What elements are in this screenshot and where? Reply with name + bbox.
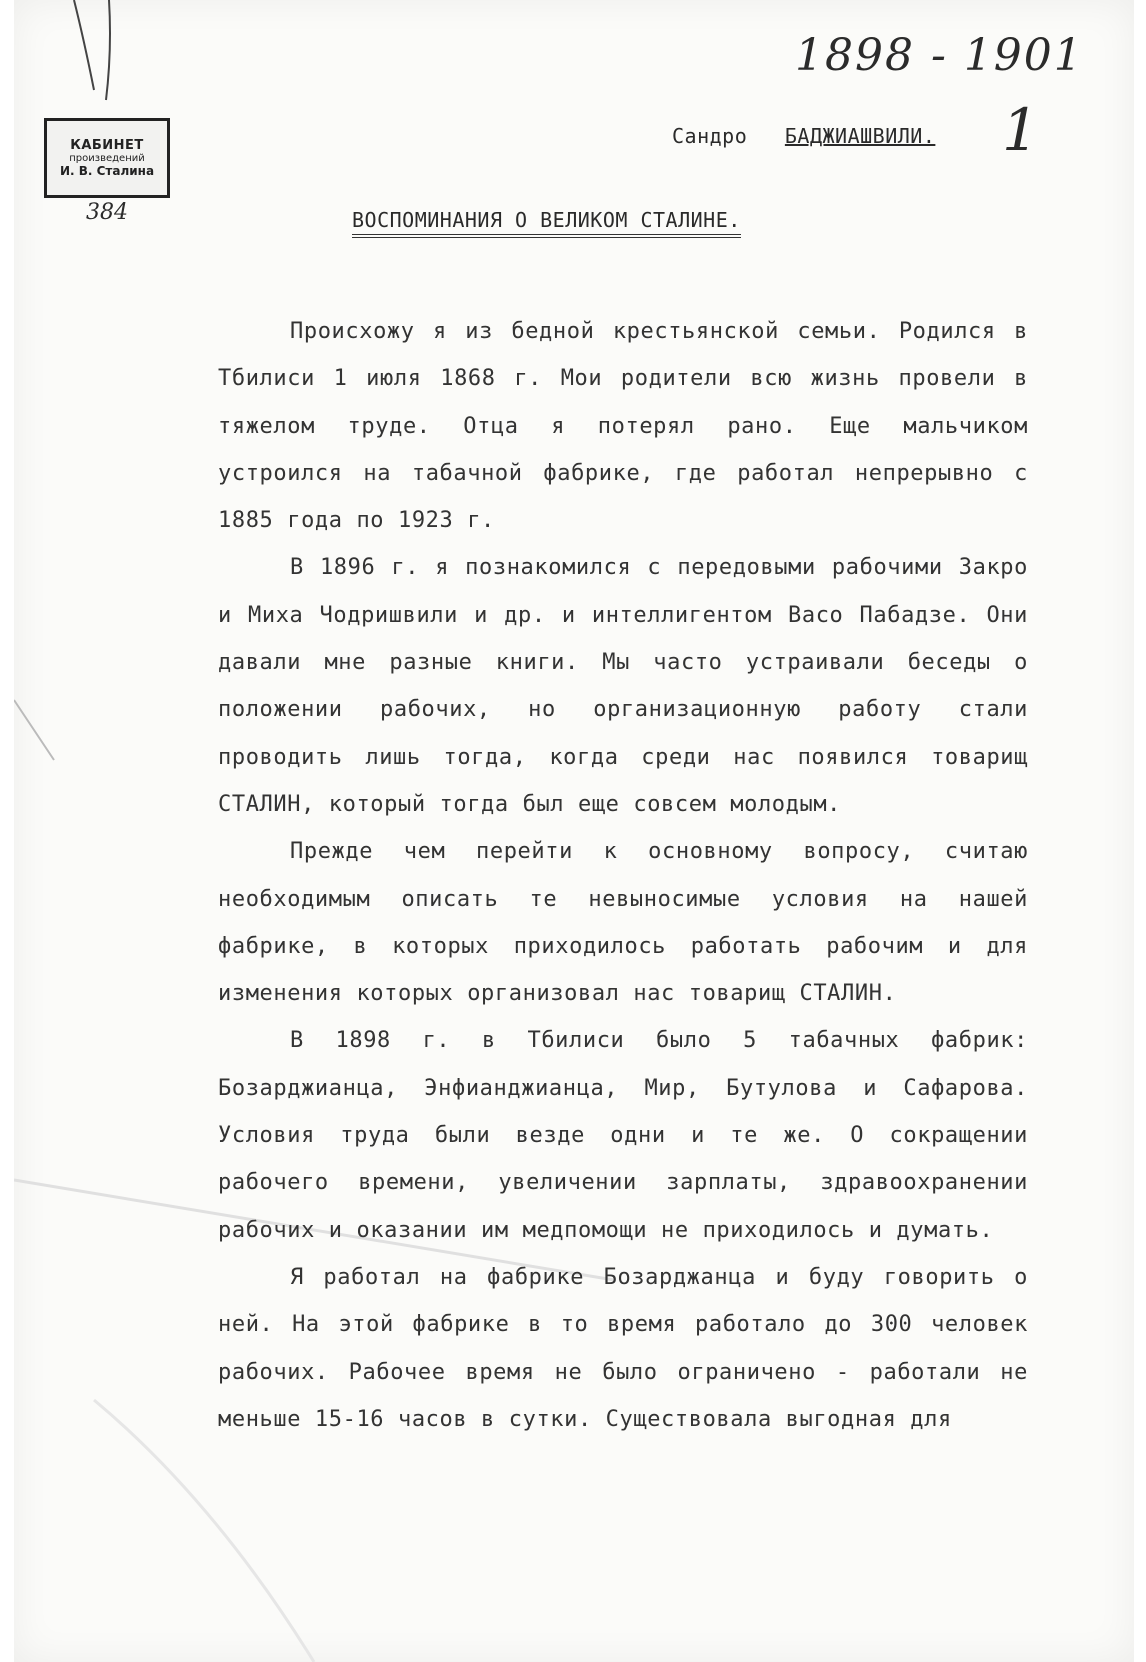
author-surname: БАДЖИАШВИЛИ. [784, 124, 936, 148]
document-title: ВОСПОМИНАНИЯ О ВЕЛИКОМ СТАЛИНЕ. [352, 208, 741, 238]
body-text [218, 308, 1028, 1443]
stamp-line-3: И. В. Сталина [59, 164, 155, 178]
paragraph: Прежде чем перейти к основному вопросу, считаю необходимым описать те невыносимые условия на нашей фабрике, в которых приходилось работать рабочим и для изменения которых организовал нас товарищ СТАЛИН. [218, 839, 1028, 1007]
paragraph: В 1896 г. я познакомился с передовыми рабочими Закро и Миха Чодришвили и др. и интеллигентом Васо Пабадзе. Они давали мне разные книги. Мы часто устраивали беседы о положении рабочих, но организационную работу стали проводить лишь тогда, когда среди нас появился товарищ СТАЛИН, который тогда был еще совсем молодым. [218, 555, 1028, 817]
author-first-name: Сандро [672, 124, 748, 148]
archive-number: 384 [86, 200, 128, 225]
page-number: 1 [1002, 96, 1039, 164]
paragraph: Происхожу я из бедной крестьянской семьи. Родился в Тбилиси 1 июля 1868 г. Мои родители всю жизнь провели в тяжелом труде. Отца я потерял рано. Еще мальчиком устроился на табачной фабрике, где работал непрерывно с 1885 года по 1923 г. [218, 319, 1028, 534]
author-line [672, 124, 935, 148]
stamp-line-2: произведений [69, 153, 145, 164]
paragraph: Я работал на фабрике Бозарджанца и буду говорить о ней. На этой фабрике в то время работало до 300 человек рабочих. Рабочее время не было ограничено - работали не меньше 15-16 часов в сутки. Существовала выгодная для [218, 1264, 1028, 1432]
handwritten-years: 1898 - 1901 [795, 30, 1084, 81]
paragraph: В 1898 г. в Тбилиси было 5 табачных фабрик: Бозарджианца, Энфианджианца, Мир, Бутулова и Сафарова. Условия труда были везде одни и те же. О сокращении рабочего времени, увеличении зарплаты, здравоохранении рабочих и оказании им медпомощи не приходилось и думать. [218, 1028, 1028, 1243]
stamp-line-1: КАБИНЕТ [70, 138, 144, 153]
archive-stamp [44, 118, 170, 198]
